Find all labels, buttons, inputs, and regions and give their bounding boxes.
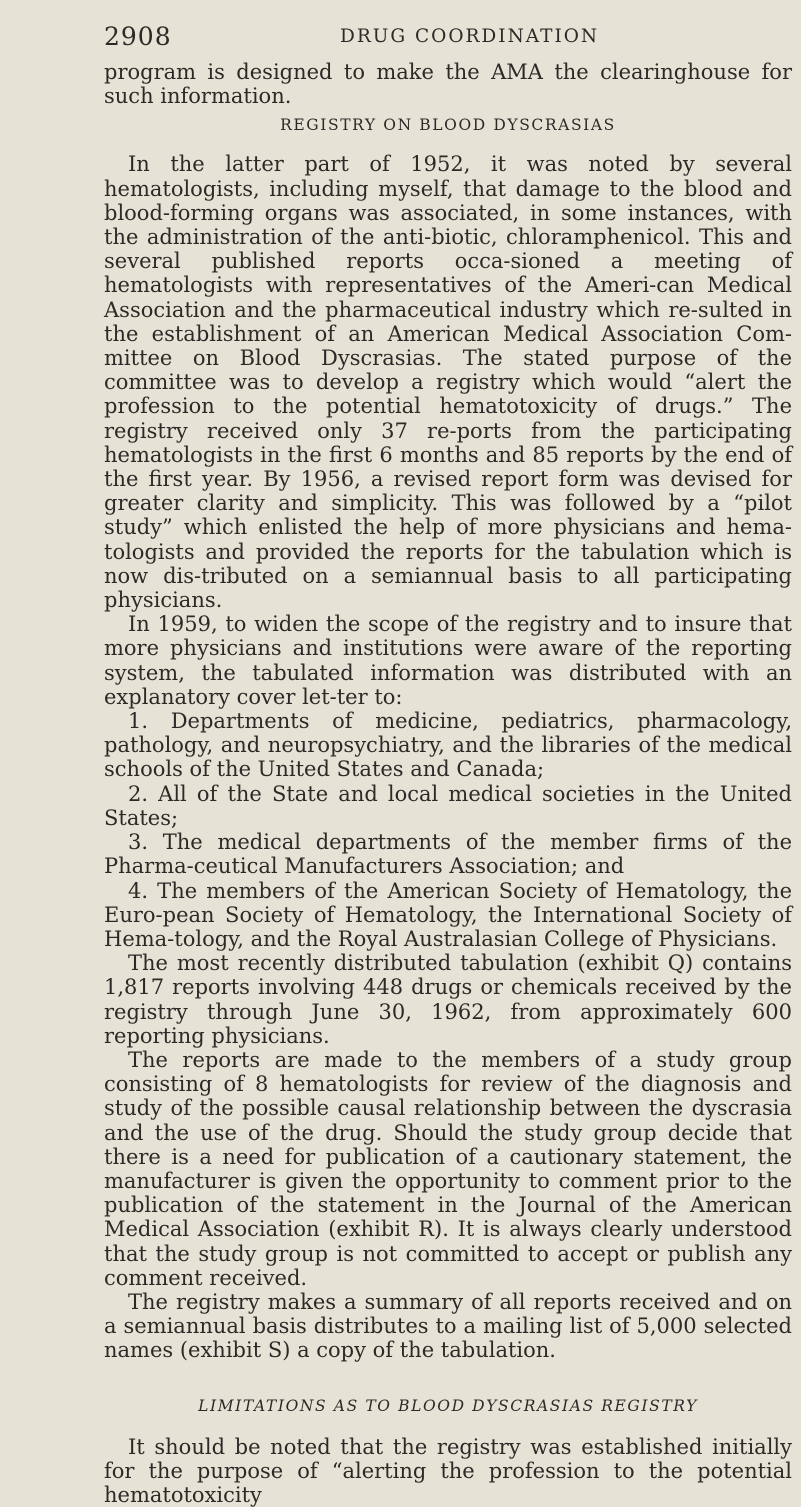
section-heading-limitations: LIMITATIONS AS TO BLOOD DYSCRASIAS REGISTRY (198, 1396, 698, 1415)
list-item-medical-societies: 2. All of the State and local medical societies in the United States; (104, 781, 792, 830)
paragraph-tabulation: The most recently distributed tabulation (exhibit Q) contains 1,817 reports involving 448 drugs or chemicals received by the registry through June 30, 1962, from approximately 600 reporting physicians. (104, 951, 792, 1048)
page-header (0, 22, 801, 62)
page-number: 2908 (104, 22, 172, 51)
paragraph-summary: The registry makes a summary of all reports received and on a semiannual basis distributes to a mailing list of 5,000 selected names (exhibit S) a copy of the tabulation. (104, 1289, 792, 1363)
body-text (104, 60, 792, 1507)
paragraph-study-group: The reports are made to the members of a study group consisting of 8 hematologists for review of the diagnosis and study of the possible causal relationship between the dyscrasia and the use of the drug. Should the study group decide that there is a need for publication of a cautionary statement, the manufacturer is given the opportunity to comment prior to the publication of the statement in the Journal of the American Medical Association (exhibit R). It is always clearly understood that the study group is not committed to accept or publish any comment received. (104, 1047, 792, 1290)
section-heading-registry: REGISTRY ON BLOOD DYSCRASIAS (280, 116, 616, 135)
list-item-pharma-firms: 3. The medical departments of the member firms of the Pharma-ceutical Manufacturers Association; and (104, 830, 792, 879)
list-item-hematology-societies: 4. The members of the American Society of Hematology, the Euro-pean Society of Hematology, the International Society of Hema-tology, and the Royal Australasian College of Physicians. (104, 878, 792, 951)
paragraph-limitations: It should be noted that the registry was established initially for the purpose of “alerting the profession to the potential hematotoxicity (104, 1434, 792, 1507)
paragraph-history: In the latter part of 1952, it was noted by several hematologists, including myself, that damage to the blood and blood-forming organs was associated, in some instances, with the administration of the anti-biotic, chloramphenicol. This and several published reports occa-sioned a meeting of hematologists with representatives of the Ameri-can Medical Association and the pharmaceutical industry which re-sulted in the establishment of an American Medical Association Com-mittee on Blood Dyscrasias. The stated purpose of the committee was to develop a registry which would “alert the profession to the potential hematotoxicity of drugs.” The registry received only 37 re-ports from the participating hematologists in the first 6 months and 85 reports by the end of the first year. By 1956, a revised report form was devised for greater clarity and simplicity. This was followed by a “pilot study” which enlisted the help of more physicians and hema-tologists and provided the reports for the tabulation which is now dis-tributed on a semiannual basis to all participating physicians. (104, 152, 792, 613)
paragraph-1959-distribution: In 1959, to widen the scope of the registry and to insure that more physicians and institutions were aware of the reporting system, the tabulated information was distributed with an explanatory cover let-ter to: (104, 612, 792, 709)
list-item-departments: 1. Departments of medicine, pediatrics, pharmacology, pathology, and neuropsychiatry, and the libraries of the medical schools of the United States and Canada; (104, 709, 792, 782)
opening-paragraph: program is designed to make the AMA the clearinghouse for such information. (104, 60, 792, 109)
running-title: DRUG COORDINATION (340, 26, 600, 47)
